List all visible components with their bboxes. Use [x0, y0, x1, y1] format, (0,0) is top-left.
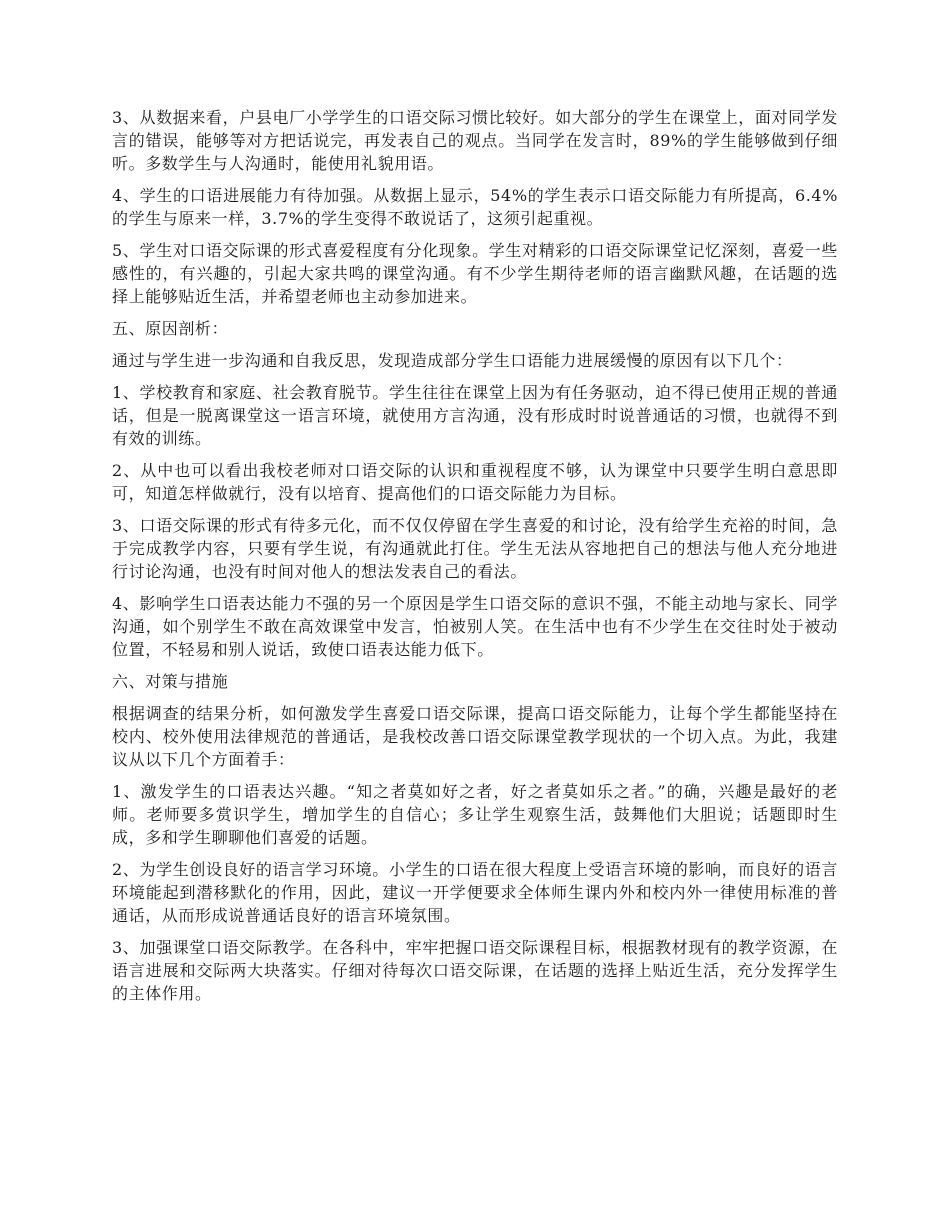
paragraph-measure-2: 2、为学生创设良好的语言学习环境。小学生的口语在很大程度上受语言环境的影响，而良好的语言环境能起到潜移默化的作用，因此，建议一开学便要求全体师生课内外和校内外一律使用标准的普通话，从而形成说普通话良好的语言环境氛围。	[112, 860, 838, 925]
paragraph-3-habits: 3、从数据来看，户县电厂小学学生的口语交际习惯比较好。如大部分的学生在课堂上，面对同学发言的错误，能够等对方把话说完，再发表自己的观点。当同学在发言时，89%的学生能够做到仔细听。多数学生与人沟通时，能使用礼貌用语。	[112, 108, 838, 173]
section-heading-cause-analysis: 五、原因剖析：	[112, 319, 229, 338]
paragraph-measure-1: 1、激发学生的口语表达兴趣。“知之者莫如好之者，好之者莫如乐之者。”的确，兴趣是最好的老师。老师要多赏识学生，增加学生的自信心；多让学生观察生活，鼓舞他们大胆说；话题即时生成，多和学生聊聊他们喜爱的话题。	[112, 782, 838, 847]
paragraph-cause-intro: 通过与学生进一步沟通和自我反思，发现造成部分学生口语能力进展缓慢的原因有以下几个：	[112, 351, 793, 370]
paragraph-5-preference: 5、学生对口语交际课的形式喜爱程度有分化现象。学生对精彩的口语交际课堂记忆深刻，喜爱一些感性的，有兴趣的，引起大家共鸣的课堂沟通。有不少学生期待老师的语言幽默风趣，在话题的选择上能够贴近生活，并希望老师也主动参加进来。	[112, 241, 838, 306]
paragraph-cause-2: 2、从中也可以看出我校老师对口语交际的认识和重视程度不够，认为课堂中只要学生明白意思即可，知道怎样做就行，没有以培育、提高他们的口语交际能力为目标。	[112, 461, 838, 503]
paragraph-cause-3: 3、口语交际课的形式有待多元化，而不仅仅停留在学生喜爱的和讨论，没有给学生充裕的时间，急于完成教学内容，只要有学生说，有沟通就此打住。学生无法从容地把自己的想法与他人充分地进行讨论沟通，也没有时间对他人的想法发表自己的看法。	[112, 516, 838, 581]
paragraph-measure-3: 3、加强课堂口语交际教学。在各科中，牢牢把握口语交际课程目标，根据教材现有的教学资源，在语言进展和交际两大块落实。仔细对待每次口语交际课，在话题的选择上贴近生活，充分发挥学生的主体作用。	[112, 938, 838, 1003]
paragraph-measures-intro: 根据调查的结果分析，如何激发学生喜爱口语交际课，提高口语交际能力，让每个学生都能坚持在校内、校外使用法律规范的普通话，是我校改善口语交际课堂教学现状的一个切入点。为此，我建议从以下几个方面着手：	[112, 704, 838, 769]
section-heading-measures: 六、对策与措施	[112, 672, 229, 691]
paragraph-4-ability: 4、学生的口语进展能力有待加强。从数据上显示，54%的学生表示口语交际能力有所提高，6.4%的学生与原来一样，3.7%的学生变得不敢说话了，这须引起重视。	[112, 186, 838, 228]
paragraph-cause-1: 1、学校教育和家庭、社会教育脱节。学生往往在课堂上因为有任务驱动，迫不得已使用正规的普通话，但是一脱离课堂这一语言环境，就使用方言沟通，没有形成时时说普通话的习惯，也就得不到有效的训练。	[112, 383, 838, 448]
paragraph-cause-4: 4、影响学生口语表达能力不强的另一个原因是学生口语交际的意识不强，不能主动地与家长、同学沟通，如个别学生不敢在高效课堂中发言，怕被别人笑。在生活中也有不少学生在交往时处于被动位置，不轻易和别人说话，致使口语表达能力低下。	[112, 594, 838, 659]
